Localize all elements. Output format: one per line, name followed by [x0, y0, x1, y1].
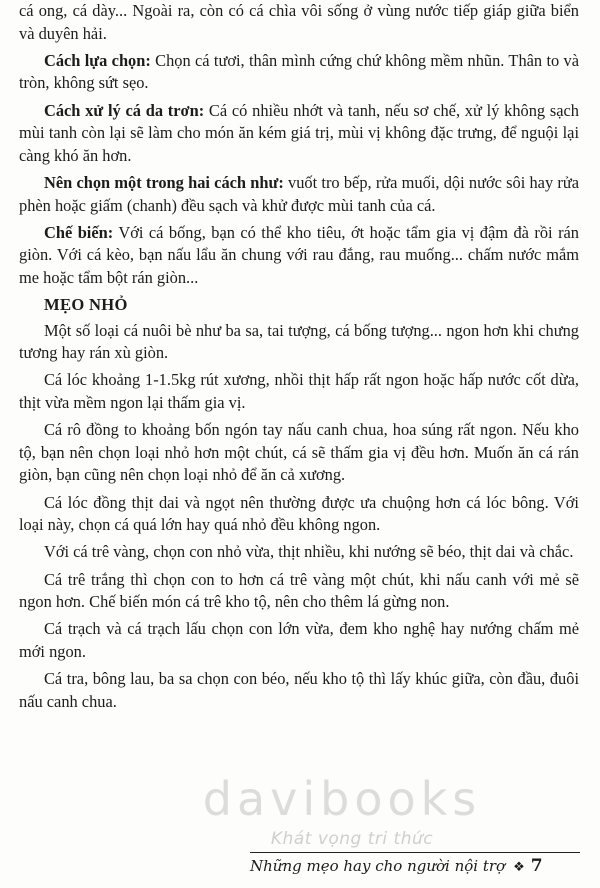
tip-paragraph: Cá trạch và cá trạch lấu chọn con lớn vừa, đem kho nghệ hay nướng chấm mẻ mới ngon. — [19, 619, 579, 661]
paragraph-cooking — [19, 222, 579, 290]
page-number: 7 — [530, 856, 543, 876]
paragraph-selection — [19, 50, 579, 95]
paragraph-methods — [19, 172, 579, 217]
paragraph-text: Chọn cá tươi, thân mình cứng chứ không mềm nhũn. Thân to và tròn, không sứt sẹo. — [19, 50, 579, 93]
paragraph-text: Với cá bống, bạn có thể kho tiêu, ớt hoặc tẩm gia vị đậm đà rồi rán giòn. Với cá kèo, bạn nấu lẩu ăn chung với rau đắng, rau muống... chấm nước mắm me hoặc tẩm bột rán giòn... — [19, 222, 579, 287]
tip-paragraph: Một số loại cá nuôi bè như ba sa, tai tượng, cá bống tượng... ngon hơn khi chưng tương hay rán xù giòn. — [19, 320, 579, 363]
paragraph-lead: Cách xử lý cá da trơn: — [44, 100, 205, 120]
footer-rule — [250, 852, 580, 853]
section-heading: MẸO NHỎ — [44, 295, 128, 315]
tip-paragraph: Với cá trê vàng, chọn con nhỏ vừa, thịt nhiều, khi nướng sẽ béo, thịt dai và chắc. — [44, 542, 574, 562]
paragraph-lead: Chế biến: — [44, 222, 114, 242]
page-body — [19, 0, 579, 718]
paragraph-lead: Cách lựa chọn: — [44, 50, 151, 70]
paragraph-text: cá ong, cá dày... Ngoài ra, còn có cá chìa vôi sống ở vùng nước tiếp giáp giữa biển và duyên hải. — [19, 1, 579, 43]
paragraph-intro-continuation — [19, 0, 579, 45]
paragraph-lead: Nên chọn một trong hai cách như: — [44, 172, 284, 192]
watermark-slogan: Khát vọng tri thức — [270, 829, 434, 849]
tip-paragraph: Cá rô đồng to khoảng bốn ngón tay nấu canh chua, hoa súng rất ngon. Nếu kho tộ, bạn nên chọn loại nhỏ hơn một chút, cá sẽ thấm gia vị đều hơn. Muốn ăn cá rán giòn, bạn cũng nên chọn loại nhỏ để ăn cả xương. — [19, 420, 579, 485]
watermark-brand: davibooks — [202, 772, 482, 826]
paragraph-text: vuốt tro bếp, rửa muối, dội nước sôi hay rửa phèn hoặc giấm (chanh) đều sạch và khử được mùi tanh của cá. — [19, 172, 579, 215]
tip-paragraph: Cá trê trắng thì chọn con to hơn cá trê vàng một chút, khi nấu canh với mẻ sẽ ngon hơn. Chế biến món cá trê kho tộ, nên cho thêm lá gừng non. — [19, 569, 579, 612]
paragraph-processing — [19, 100, 579, 168]
publisher-watermark — [192, 772, 492, 849]
book-title: Những mẹo hay cho người nội trợ — [250, 857, 506, 875]
running-footer — [250, 856, 586, 882]
tip-paragraph: Cá tra, bông lau, ba sa chọn con béo, nếu kho tộ thì lấy khúc giữa, còn đầu, đuôi nấu canh chua. — [19, 669, 579, 711]
tip-paragraph: Cá lóc khoảng 1-1.5kg rút xương, nhồi thịt hấp rất ngon hoặc hấp nước cốt dừa, thịt vừa mềm ngon lại thấm gia vị. — [19, 370, 579, 413]
tip-paragraph: Cá lóc đồng thịt dai và ngọt nên thường được ưa chuộng hơn cá lóc bông. Với loại này, chọn cá quá lớn hay quá nhỏ đều không ngon. — [19, 492, 579, 535]
ornament-icon: ❖ — [513, 860, 525, 875]
paragraph-text: Cá có nhiều nhớt và tanh, nếu sơ chế, xử lý không sạch mùi tanh còn lại sẽ làm cho món ăn kém giá trị, mùi vị không đặc trưng, để nguội lại càng khó ăn hơn. — [19, 100, 580, 165]
